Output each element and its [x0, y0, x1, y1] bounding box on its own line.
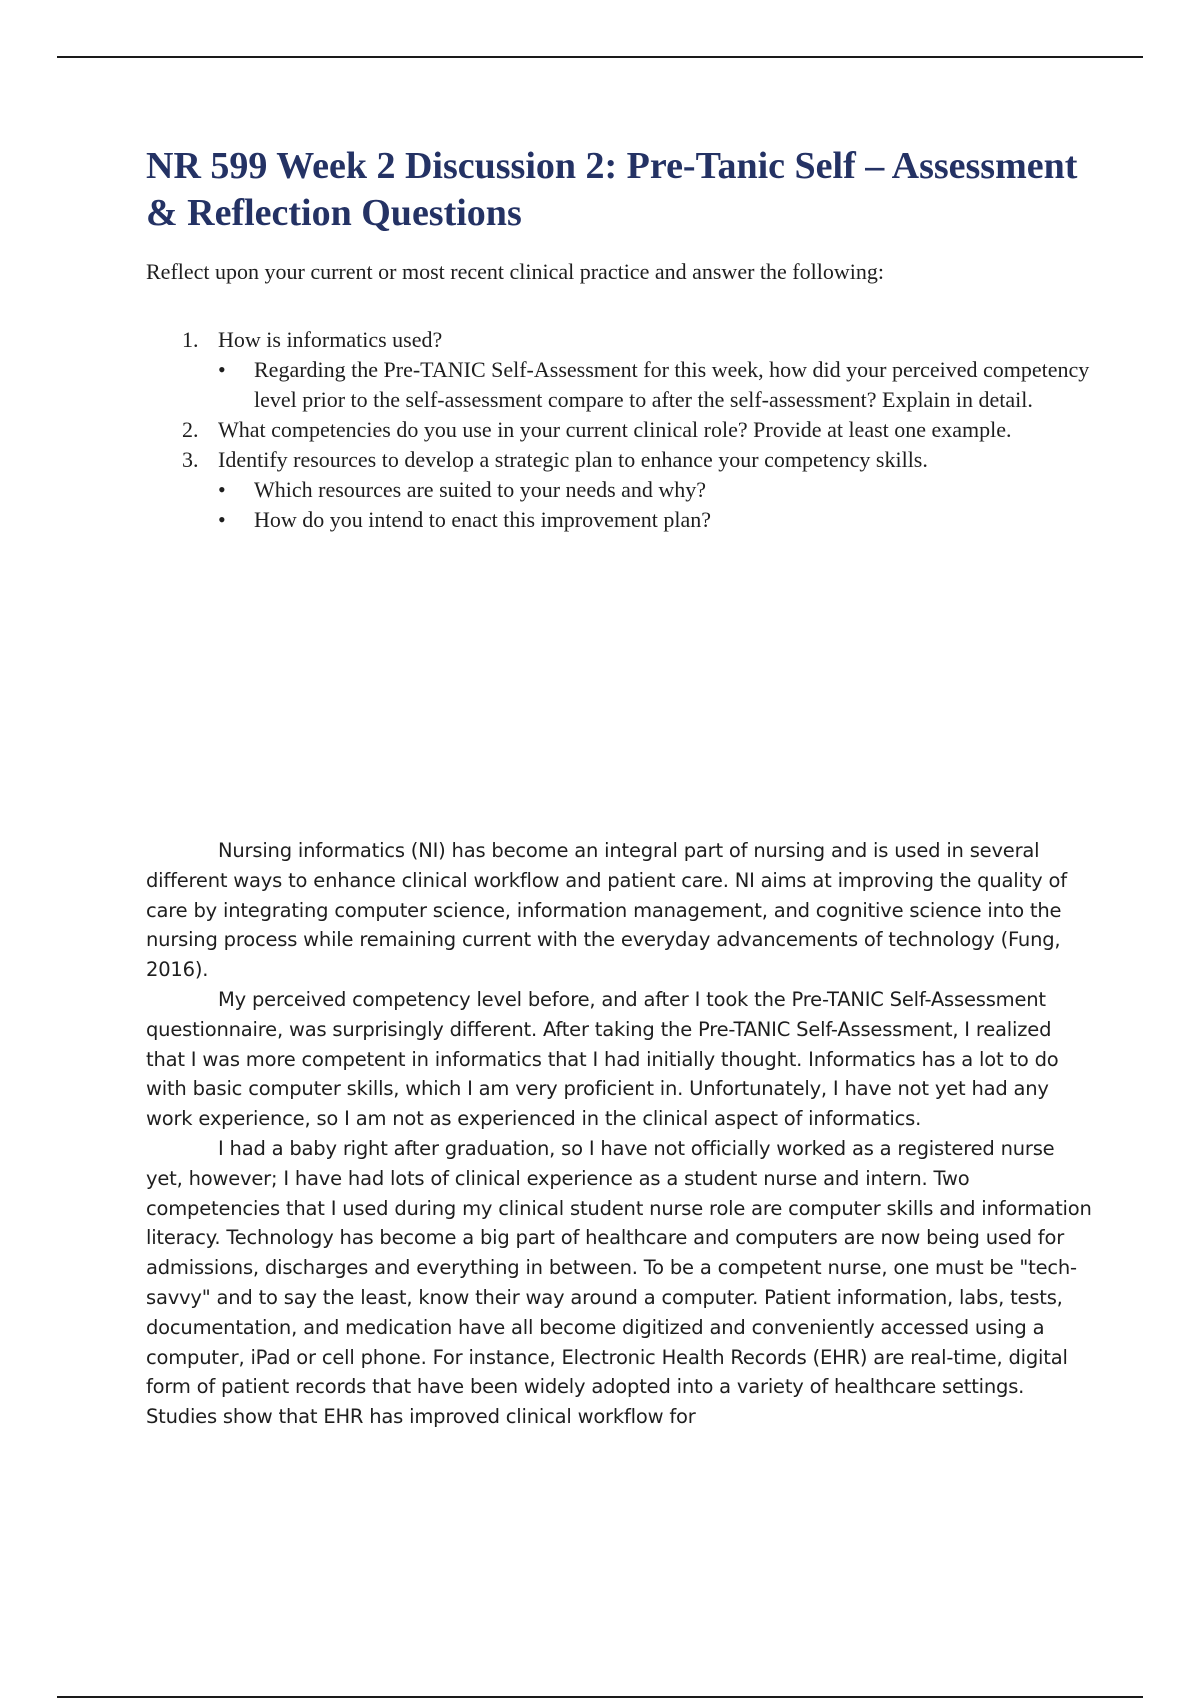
bullet-icon: • [218, 477, 226, 502]
essay-paragraph: My perceived competency level before, and after I took the Pre-TANIC Self-Assessment questionnaire, was surprisingly different. After taking the Pre-TANIC Self-Assessment, I realized that I was more competent in informatics that I had initially thought. Informatics has a lot to do with basic computer skills, which I am very proficient in. Unfortunately, I have not yet had any work experience, so I am not as experienced in the clinical aspect of informatics. [146, 987, 1059, 1131]
question-text: How is informatics used? [218, 327, 443, 352]
document-title: NR 599 Week 2 Discussion 2: Pre-Tanic Self – Assessment & Reflection Questions [146, 145, 1078, 234]
question-item [146, 325, 1096, 415]
question-item [146, 415, 1096, 445]
sub-item-text: Regarding the Pre-TANIC Self-Assessment for this week, how did your perceived competency level prior to the self-assessment compare to after the self-assessment? Explain in detail. [254, 357, 1090, 412]
sub-item [218, 355, 1096, 415]
sub-list [218, 355, 1096, 415]
document-body [146, 143, 1096, 535]
sub-item-text: Which resources are suited to your needs and why? [254, 477, 707, 502]
sub-item [218, 505, 1096, 535]
question-number: 2. [182, 417, 199, 442]
questions-list [146, 325, 1096, 535]
sub-item-text: How do you intend to enact this improvement plan? [254, 507, 712, 532]
question-item [146, 445, 1096, 535]
intro-text: Reflect upon your current or most recent clinical practice and answer the following: [146, 259, 884, 284]
bullet-icon: • [218, 357, 226, 382]
question-text: What competencies do you use in your current clinical role? Provide at least one example. [218, 417, 1012, 442]
sub-item [218, 475, 1096, 505]
top-divider [57, 56, 1143, 58]
bullet-icon: • [218, 507, 226, 532]
bottom-divider [57, 1696, 1143, 1698]
essay-section [146, 836, 1096, 1432]
question-number: 3. [182, 447, 199, 472]
essay-paragraph: I had a baby right after graduation, so I have not officially worked as a registered nurse yet, however; I have had lots of clinical experience as a student nurse and intern. Two competencies that I used during my clinical student nurse role are computer skills and information literacy. Technology has become a big part of healthcare and computers are now being used for admissions, discharges and everything in between. To be a competent nurse, one must be "tech-savvy" and to say the least, know their way around a computer. Patient information, labs, tests, documentation, and medication have all become digitized and conveniently accessed using a computer, iPad or cell phone. For instance, Electronic Health Records (EHR) are real-time, digital form of patient records that have been widely adopted into a variety of healthcare settings. Studies show that EHR has improved clinical workflow for [146, 1136, 1092, 1429]
question-number: 1. [182, 327, 199, 352]
essay-paragraph: Nursing informatics (NI) has become an integral part of nursing and is used in several different ways to enhance clinical workflow and patient care. NI aims at improving the quality of care by integrating computer science, information management, and cognitive science into the nursing process while remaining current with the everyday advancements of technology (Fung, 2016). [146, 839, 1067, 982]
question-text: Identify resources to develop a strategic plan to enhance your competency skills. [218, 447, 928, 472]
sub-list [218, 475, 1096, 535]
